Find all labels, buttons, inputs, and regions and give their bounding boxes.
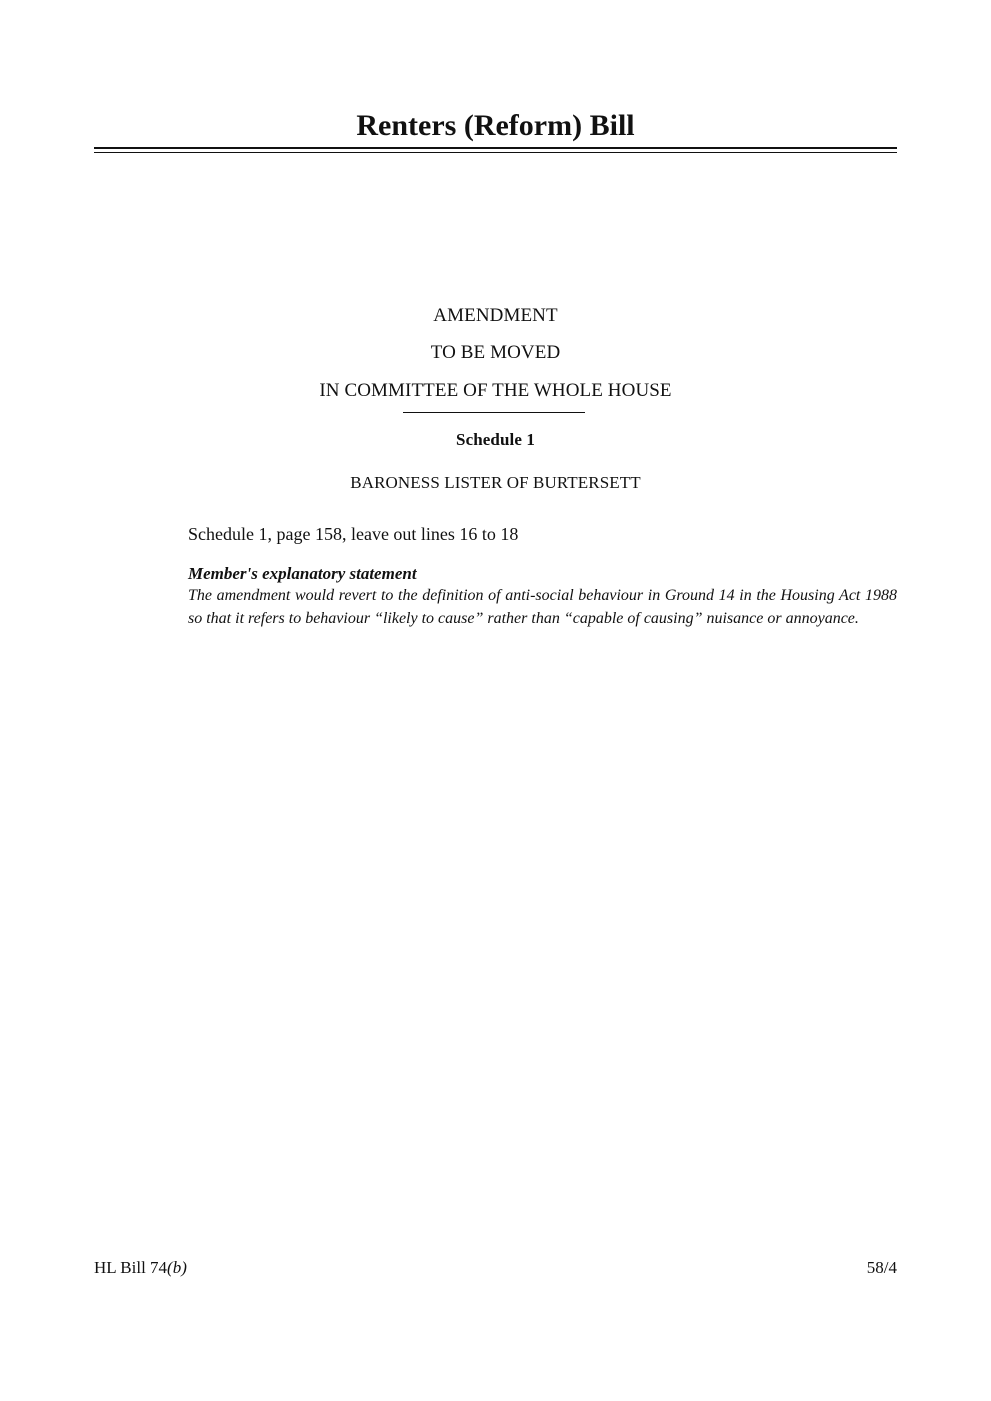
explanatory-statement-text: The amendment would revert to the definition of anti-social behaviour in Ground 14 in the Housing Act 1988 so that it refers to behaviour “likely to cause” rather than “capable of causing” nuisance or annoyance. [188, 587, 897, 627]
bill-reference-suffix: (b) [167, 1258, 187, 1277]
title-rule-thin [94, 152, 897, 153]
heading-divider [403, 412, 585, 413]
title-rule-thick [94, 147, 897, 149]
bill-reference-prefix: HL Bill 74 [94, 1258, 168, 1277]
amendment-heading-line-2: TO BE MOVED [430, 342, 561, 363]
member-name: BARONESS LISTER OF BURTERSETT [350, 473, 641, 492]
amendment-heading-line-1: AMENDMENT [433, 305, 558, 326]
amendment-heading-line-3: IN COMMITTEE OF THE WHOLE HOUSE [319, 380, 672, 401]
page-reference: 58/4 [866, 1258, 897, 1277]
schedule-label: Schedule 1 [456, 430, 535, 449]
explanatory-statement-heading: Member's explanatory statement [188, 564, 417, 583]
amendment-instruction: Schedule 1, page 158, leave out lines 16 to 18 [188, 524, 519, 544]
bill-title: Renters (Reform) Bill [356, 109, 635, 142]
bill-reference [94, 1257, 187, 1279]
